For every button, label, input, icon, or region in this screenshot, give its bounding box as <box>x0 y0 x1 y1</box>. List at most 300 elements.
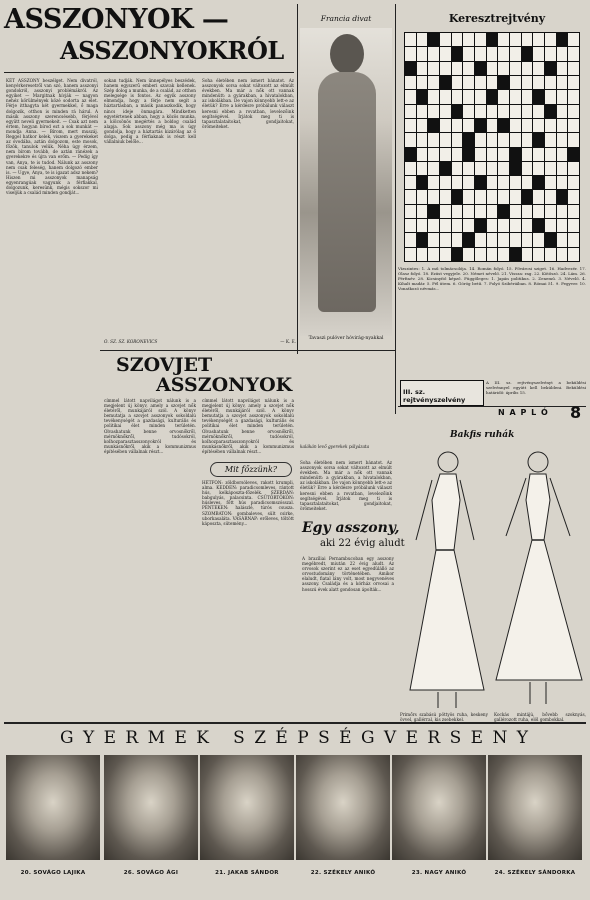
crossword-cell[interactable] <box>533 47 544 60</box>
crossword-cell[interactable] <box>568 133 579 146</box>
crossword-black-cell <box>452 47 463 60</box>
crossword-cell[interactable] <box>440 248 451 261</box>
crossword-cell[interactable] <box>533 248 544 261</box>
crossword-cell[interactable] <box>568 76 579 89</box>
article-signature: Ő. SZ. SZ. KORONEVICS <box>104 339 158 344</box>
main-title-line2: ASSZONYOKRÓL <box>60 36 284 65</box>
crossword-cell[interactable] <box>545 133 556 146</box>
crossword-black-cell <box>475 119 486 132</box>
contest-heading: G Y E R M E K S Z É P S É G V E R S E N Y <box>60 728 530 748</box>
dress-illustration-right <box>492 440 586 710</box>
crossword-cell[interactable] <box>417 162 428 175</box>
crossword-cell[interactable] <box>452 233 463 246</box>
crossword-cell[interactable] <box>510 190 521 203</box>
crossword-cell[interactable] <box>475 90 486 103</box>
side-note: kalákán levő gyerekek pályázata <box>300 444 370 449</box>
crossword-cell[interactable] <box>428 47 439 60</box>
cook-body: HÉTFŐN: zöldborsóleves, rakott krumpli, alma. KEDDEN: paradicsomleves, rántott hús, kelkáposzta-főzelék. SZERDÁN: babgulyás, palacsinta. CSÜTÖRTÖKÖN: húsleves, főtt hús paradicsomszósszal. PÉNTEKEN: halászlé, túrós csusza. SZOMBATON: gombaleves, sült csirke, uborkasaláta. VASÁRNAP: erőleves, töltött káposzta, sütemény... <box>202 480 294 526</box>
crossword-cell[interactable] <box>463 62 474 75</box>
crossword-cell[interactable] <box>428 76 439 89</box>
crossword-cell[interactable] <box>487 105 498 118</box>
crossword-cell[interactable] <box>557 219 568 232</box>
crossword-black-cell <box>475 62 486 75</box>
crossword-cell[interactable] <box>568 62 579 75</box>
crossword-cell[interactable] <box>522 162 533 175</box>
crossword-cell[interactable] <box>417 119 428 132</box>
main-article-body-col3: Soha életében nem ismert bánatot. Az asszonyok sorsa sokat változott az elmúlt években. Ma már a nők ott vannak mindenütt: a gyárakban, a hivatalokban, az iskolákban. De vajon könnyebb lett-e az életük? Erre a kérdésre próbálunk választ keresni ebben a rovatban, levelezőink segítségével. Írjátok meg ti is tapasztalataitokat, gondjaitokat, örömeiteket. <box>202 78 294 129</box>
crossword-cell[interactable] <box>417 33 428 46</box>
fashion-photo <box>300 28 392 336</box>
crossword-cell[interactable] <box>417 76 428 89</box>
crossword-cell[interactable] <box>428 105 439 118</box>
sleeper-title-line2: aki 22 évig aludt <box>320 538 405 549</box>
crossword-cell[interactable] <box>463 162 474 175</box>
crossword-cell[interactable] <box>475 233 486 246</box>
crossword-cell[interactable] <box>440 62 451 75</box>
crossword-cell[interactable] <box>568 162 579 175</box>
crossword-cell[interactable] <box>522 219 533 232</box>
crossword-cell[interactable] <box>522 233 533 246</box>
crossword-cell[interactable] <box>463 47 474 60</box>
crossword-cell[interactable] <box>510 47 521 60</box>
crossword-black-cell <box>428 119 439 132</box>
crossword-black-cell <box>498 119 509 132</box>
crossword-cell[interactable] <box>452 62 463 75</box>
crossword-black-cell <box>405 148 416 161</box>
fashion-heading: Francia divat <box>320 14 372 23</box>
crossword-cell[interactable] <box>440 190 451 203</box>
crossword-cell[interactable] <box>498 148 509 161</box>
crossword-cell[interactable] <box>498 248 509 261</box>
crossword-cell[interactable] <box>487 205 498 218</box>
crossword-cell[interactable] <box>510 76 521 89</box>
crossword-cell[interactable] <box>557 76 568 89</box>
crossword-cell[interactable] <box>498 162 509 175</box>
child-caption: 23. NAGY ANIKÓ <box>411 870 467 876</box>
crossword-cell[interactable] <box>522 176 533 189</box>
crossword-cell[interactable] <box>428 219 439 232</box>
crossword-cell[interactable] <box>568 90 579 103</box>
crossword-cell[interactable] <box>417 148 428 161</box>
crossword-black-cell <box>533 133 544 146</box>
coupon-box <box>400 380 484 406</box>
crossword-black-cell <box>568 148 579 161</box>
crossword-cell[interactable] <box>463 90 474 103</box>
crossword-cell[interactable] <box>568 205 579 218</box>
crossword-cell[interactable] <box>463 33 474 46</box>
crossword-cell[interactable] <box>545 76 556 89</box>
vert-rule-2 <box>395 4 396 414</box>
crossword-cell[interactable] <box>463 205 474 218</box>
sov-title-line1: SZOVJET <box>116 354 213 376</box>
crossword-cell[interactable] <box>510 205 521 218</box>
crossword-cell[interactable] <box>440 176 451 189</box>
crossword-cell[interactable] <box>452 76 463 89</box>
crossword-cell[interactable] <box>533 190 544 203</box>
crossword-black-cell <box>487 90 498 103</box>
child-portrait <box>488 755 582 860</box>
naplo-number: 8 <box>570 403 582 422</box>
crossword-cell[interactable] <box>463 76 474 89</box>
crossword-cell[interactable] <box>568 248 579 261</box>
crossword-black-cell <box>452 105 463 118</box>
main-title-line1: ASSZONYOK — <box>4 4 229 35</box>
crossword-black-cell <box>533 219 544 232</box>
crossword-cell[interactable] <box>522 33 533 46</box>
crossword-black-cell <box>440 162 451 175</box>
crossword-cell[interactable] <box>405 248 416 261</box>
crossword-cell[interactable] <box>405 219 416 232</box>
crossword-cell[interactable] <box>557 233 568 246</box>
crossword-grid <box>404 32 580 262</box>
model-figure <box>330 34 364 74</box>
crossword-cell[interactable] <box>405 133 416 146</box>
crossword-cell[interactable] <box>522 248 533 261</box>
crossword-black-cell <box>417 90 428 103</box>
crossword-cell[interactable] <box>510 62 521 75</box>
crossword-heading: Keresztrejtvény <box>448 12 546 25</box>
crossword-cell[interactable] <box>522 205 533 218</box>
crossword-cell[interactable] <box>510 176 521 189</box>
crossword-cell[interactable] <box>533 62 544 75</box>
crossword-cell[interactable] <box>440 133 451 146</box>
crossword-cell[interactable] <box>487 162 498 175</box>
sov-body-col1: címmel látott napvilágot nálunk is a megjelent új könyv, amely a szovjet nők életéről, munkájáról szól. A könyv bemutatja a szovjet asszonyok sokoldalú tevékenységét a gazdasági, kulturális és politikai élet minden területén. Olvashatunk benne orvosnőkről, mérnöknőkről, tudósokról, kolhozparasztasszonyokról és munkásnőkről, akik a kommunizmus építésében vállalnak részt... <box>104 398 196 454</box>
crossword-cell[interactable] <box>405 190 416 203</box>
crossword-cell[interactable] <box>428 90 439 103</box>
crossword-black-cell <box>533 176 544 189</box>
crossword-cell[interactable] <box>545 162 556 175</box>
child-photo-1 <box>6 755 100 876</box>
crossword-cell[interactable] <box>463 105 474 118</box>
crossword-cell[interactable] <box>440 90 451 103</box>
crossword-solution-note: A III. sz. rejtvényszelvényt a beküldési szelvénnyel együtt kell beküldeni. Beküldési határidő: április 15. <box>486 380 586 396</box>
crossword-cell[interactable] <box>487 219 498 232</box>
crossword-black-cell <box>452 190 463 203</box>
crossword-cell[interactable] <box>510 133 521 146</box>
crossword-cell[interactable] <box>533 119 544 132</box>
crossword-cell[interactable] <box>405 76 416 89</box>
crossword-cell[interactable] <box>510 233 521 246</box>
crossword-cell[interactable] <box>475 133 486 146</box>
child-caption: 26. SOVÁGO ÁGI <box>123 870 179 876</box>
crossword-cell[interactable] <box>428 248 439 261</box>
crossword-black-cell <box>510 148 521 161</box>
crossword-cell[interactable] <box>545 119 556 132</box>
crossword-cell[interactable] <box>428 148 439 161</box>
crossword-cell[interactable] <box>452 176 463 189</box>
crossword-black-cell <box>522 190 533 203</box>
crossword-cell[interactable] <box>545 219 556 232</box>
crossword-cell[interactable] <box>533 105 544 118</box>
crossword-cell[interactable] <box>510 33 521 46</box>
crossword-cell[interactable] <box>417 190 428 203</box>
crossword-cell[interactable] <box>440 105 451 118</box>
main-article-body-col2: sokan tudják. Nem ünnepélyes beszédek, hanem egyszerű emberi szavak kellenek. Szép dolog a munka, de a család, az otthon melegsége is fontos. Az egyik asszony elmondja, hogy a férje nem segít a háztartásban, a másik panaszkodik, hogy nincs ideje önmagára. Mindketten egyetértenek abban, hogy a közös munka, a kölcsönös megértés a boldog család alapja. Sok asszony még ma is úgy gondolja, hogy a háztartás kizárólag az ő dolga, pedig a férfiaknak is részt kell vállalniuk belőle... <box>104 78 196 145</box>
title-rule <box>4 72 294 73</box>
crossword-cell[interactable] <box>545 190 556 203</box>
crossword-cell[interactable] <box>557 47 568 60</box>
crossword-cell[interactable] <box>498 90 509 103</box>
crossword-cell[interactable] <box>557 62 568 75</box>
crossword-cell[interactable] <box>475 248 486 261</box>
child-caption: 20. SOVÁGO LAJIKA <box>20 870 86 876</box>
child-portrait <box>104 755 198 860</box>
naplo-label: N A P L Ó <box>498 408 549 417</box>
crossword-cell[interactable] <box>405 33 416 46</box>
crossword-cell[interactable] <box>522 90 533 103</box>
crossword-cell[interactable] <box>405 176 416 189</box>
crossword-cell[interactable] <box>498 47 509 60</box>
crossword-cell[interactable] <box>557 105 568 118</box>
crossword-cell[interactable] <box>522 62 533 75</box>
primo-caption: Primőrs szabású pöttyös ruha, keskeny övvel, gallérral, kis zsebekkel. <box>400 712 488 723</box>
naplo-rule-top <box>398 406 586 407</box>
cook-heading: Mit főzzünk? <box>210 462 292 477</box>
child-caption: 24. SZÉKELY SÁNDORKA <box>494 870 576 876</box>
crossword-cell[interactable] <box>557 90 568 103</box>
main-article-body: KÉT ASSZONY beszélget. Nem divatról, kenyérkeresetről van szó, hanem asszonyi gondokról, asszonyi problémákról. Az egyiket — Margitnak hívják — nagyon nehéz körülmények közé sodorta az élet. Férje itthagyta két gyermekkel, ő maga dolgozik, otthon is minden rá hárul. A másik asszony szerencsésebb, férjével együtt neveli gyermekeit. — Csak azt nem értem, hogyan bírod ezt a sok munkát — mondja Anna. — Bírom, mert muszáj. Reggel hatkor kelek, viszem a gyerekeket az óvodába, aztán dolgozom, este mosok, főzök, tanulok velük. Néha úgy érzem, nem bírom tovább, de aztán ránézek a gyerekekre és újra van erőm. — Pedig így van, Anya, te is tudod. Nálunk az asszony nem csak feleség, hanem dolgozó ember is. — Ugye, Anya, te is igazat adsz nekem? Hiszen mi asszonyok manapság egyenrangúak vagyunk a férfiakkal, dolgozunk, keresünk, mégis sokszor mi viseljük a család minden gondját... <box>6 78 98 196</box>
crossword-cell[interactable] <box>533 205 544 218</box>
fashion-caption: Tavaszi pulóver hóvirág-nyakkal <box>308 336 384 341</box>
crossword-black-cell <box>405 62 416 75</box>
crossword-cell[interactable] <box>533 233 544 246</box>
article-signature-2: — K. E. <box>280 339 296 344</box>
crossword-cell[interactable] <box>533 162 544 175</box>
crossword-cell[interactable] <box>533 148 544 161</box>
crossword-black-cell <box>463 233 474 246</box>
crossword-cell[interactable] <box>405 205 416 218</box>
crossword-cell[interactable] <box>405 233 416 246</box>
child-photo-4 <box>296 755 390 876</box>
crossword-cell[interactable] <box>498 190 509 203</box>
crossword-cell[interactable] <box>452 119 463 132</box>
crossword-cell[interactable] <box>417 219 428 232</box>
crossword-cell[interactable] <box>452 133 463 146</box>
crossword-black-cell <box>428 205 439 218</box>
crossword-cell[interactable] <box>428 62 439 75</box>
crossword-cell[interactable] <box>475 190 486 203</box>
crossword-black-cell <box>440 76 451 89</box>
crossword-cell[interactable] <box>440 205 451 218</box>
crossword-cell[interactable] <box>557 119 568 132</box>
crossword-cell[interactable] <box>568 105 579 118</box>
crossword-cell[interactable] <box>487 133 498 146</box>
crossword-cell[interactable] <box>498 219 509 232</box>
crossword-cell[interactable] <box>475 33 486 46</box>
child-photo-3 <box>200 755 294 876</box>
crossword-cell[interactable] <box>545 205 556 218</box>
crossword-black-cell <box>557 33 568 46</box>
crossword-cell[interactable] <box>545 47 556 60</box>
crossword-black-cell <box>545 105 556 118</box>
crossword-cell[interactable] <box>417 205 428 218</box>
crossword-cell[interactable] <box>545 33 556 46</box>
crossword-cell[interactable] <box>405 47 416 60</box>
crossword-black-cell <box>510 162 521 175</box>
crossword-cell[interactable] <box>568 219 579 232</box>
crossword-cell[interactable] <box>557 148 568 161</box>
crossword-cell[interactable] <box>417 47 428 60</box>
crossword-cell[interactable] <box>452 219 463 232</box>
crossword-cell[interactable] <box>452 33 463 46</box>
crossword-cell[interactable] <box>417 105 428 118</box>
crossword-cell[interactable] <box>428 162 439 175</box>
crossword-cell[interactable] <box>568 176 579 189</box>
crossword-cell[interactable] <box>440 148 451 161</box>
crossword-cell[interactable] <box>475 148 486 161</box>
crossword-cell[interactable] <box>533 76 544 89</box>
crossword-cell[interactable] <box>487 76 498 89</box>
crossword-cell[interactable] <box>463 176 474 189</box>
crossword-black-cell <box>417 176 428 189</box>
crossword-black-cell <box>498 205 509 218</box>
crossword-black-cell <box>463 133 474 146</box>
crossword-black-cell <box>557 190 568 203</box>
sov-body-col2: címmel látott napvilágot nálunk is a megjelent új könyv, amely a szovjet nők életéről, munkájáról szól. A könyv bemutatja a szovjet asszonyok sokoldalú tevékenységét a gazdasági, kulturális és politikai élet minden területén. Olvashatunk benne orvosnőkről, mérnöknőkről, tudósokról, kolhozparasztasszonyokról és munkásnőkről, akik a kommunizmus építésében vállalnak részt... <box>202 398 294 454</box>
crossword-black-cell <box>452 248 463 261</box>
sleeper-intro: Soha életében nem ismert bánatot. Az asszonyok sorsa sokat változott az elmúlt években. Ma már a nők ott vannak mindenütt: a gyárakban, a hivatalokban, az iskolákban. De vajon könnyebb lett-e az életük? Erre a kérdésre próbálunk választ keresni ebben a rovatban, levelezőink segítségével. Írjátok meg ti is tapasztalataitokat, gondjaitokat, örömeiteket. <box>300 460 392 511</box>
crossword-cell[interactable] <box>522 148 533 161</box>
child-portrait <box>200 755 294 860</box>
crossword-cell[interactable] <box>557 133 568 146</box>
crossword-cell[interactable] <box>498 105 509 118</box>
crossword-clues: Vízszintes: 1. A mű tolmácsolója. 14. Román folyó. 15. Fővárosi sziget. 16. Hadvezér. 17. Olasz folyó. 18. Ezüst vegyjele. 20. Német névelő. 21. Vissza: rag. 22. Kötőszó. 24. Lám. 26. Férfinév. 28. Kicsinyítő képző. Függőleges: 1. Japán politikus. 2. Zenemű. 3. Névelő. 4. Kihalt madár. 5. Fél ütem. 6. Görög betű. 7. Folyó Szibériában. 8. Római 51. 9. Fegyver. 10. Vonatkozó névmás... <box>398 266 586 292</box>
crossword-cell[interactable] <box>475 162 486 175</box>
crossword-cell[interactable] <box>522 105 533 118</box>
crossword-cell[interactable] <box>522 119 533 132</box>
crossword-cell[interactable] <box>487 248 498 261</box>
crossword-cell[interactable] <box>557 162 568 175</box>
crossword-cell[interactable] <box>405 119 416 132</box>
crossword-cell[interactable] <box>498 33 509 46</box>
child-photo-5 <box>392 755 486 876</box>
crossword-cell[interactable] <box>557 176 568 189</box>
crossword-cell[interactable] <box>475 47 486 60</box>
crossword-black-cell <box>428 33 439 46</box>
crossword-cell[interactable] <box>557 248 568 261</box>
crossword-cell[interactable] <box>487 176 498 189</box>
crossword-cell[interactable] <box>568 119 579 132</box>
crossword-cell[interactable] <box>487 190 498 203</box>
crossword-cell[interactable] <box>510 119 521 132</box>
crossword-cell[interactable] <box>452 90 463 103</box>
crossword-cell[interactable] <box>463 119 474 132</box>
crossword-cell[interactable] <box>487 62 498 75</box>
child-portrait <box>6 755 100 860</box>
crossword-cell[interactable] <box>440 233 451 246</box>
crossword-black-cell <box>463 148 474 161</box>
crossword-cell[interactable] <box>487 148 498 161</box>
child-photo-6 <box>488 755 582 876</box>
crossword-cell[interactable] <box>522 76 533 89</box>
crossword-cell[interactable] <box>452 162 463 175</box>
crossword-cell[interactable] <box>568 47 579 60</box>
crossword-black-cell <box>533 90 544 103</box>
crossword-cell[interactable] <box>463 190 474 203</box>
crossword-cell[interactable] <box>487 233 498 246</box>
contest-rule-top <box>4 722 586 724</box>
crossword-cell[interactable] <box>545 148 556 161</box>
crossword-cell[interactable] <box>428 176 439 189</box>
crossword-cell[interactable] <box>428 190 439 203</box>
bakfis-heading: Bakfis ruhák <box>450 430 515 440</box>
child-caption: 21. JAKAB SÁNDOR <box>215 870 279 876</box>
coupon-label: III. sz. rejtvényszelvény <box>403 388 466 404</box>
child-photo-2 <box>104 755 198 876</box>
crossword-cell[interactable] <box>475 76 486 89</box>
crossword-black-cell <box>475 219 486 232</box>
crossword-cell[interactable] <box>568 33 579 46</box>
crossword-cell[interactable] <box>475 105 486 118</box>
crossword-cell[interactable] <box>568 233 579 246</box>
crossword-cell[interactable] <box>487 119 498 132</box>
crossword-cell[interactable] <box>498 133 509 146</box>
crossword-black-cell <box>545 62 556 75</box>
dress-illustration-left <box>400 440 490 710</box>
crossword-cell[interactable] <box>405 105 416 118</box>
crossword-cell[interactable] <box>417 133 428 146</box>
crossword-cell[interactable] <box>475 205 486 218</box>
crossword-cell[interactable] <box>463 248 474 261</box>
crossword-cell[interactable] <box>498 233 509 246</box>
crossword-black-cell <box>545 233 556 246</box>
crossword-cell[interactable] <box>440 219 451 232</box>
sleeper-title-line1: Egy asszony, <box>302 520 400 536</box>
child-portrait <box>296 755 390 860</box>
crossword-cell[interactable] <box>417 248 428 261</box>
crossword-cell[interactable] <box>522 133 533 146</box>
child-caption: 22. SZÉKELY ANIKÓ <box>310 870 376 876</box>
crossword-cell[interactable] <box>498 176 509 189</box>
crossword-cell[interactable] <box>452 148 463 161</box>
sleeper-body: A brazíliai Pernambucoban egy asszony megébredt, miután 22 évig aludt. Az orvosok szerint ez az eset egyedülálló az orvostudomány történetében. Amikor elaludt, fiatal lány volt, most negyvenéves asszony. Családja és a kórház orvosai a hosszú évek alatt gondosan ápolták... <box>302 556 394 592</box>
crossword-cell[interactable] <box>428 133 439 146</box>
crossword-cell[interactable] <box>440 33 451 46</box>
crossword-cell[interactable] <box>510 90 521 103</box>
right-bottom-caption: Kockás mintájú, bővebb szoknyás, gallérozott ruha, elöl gombokkal. <box>494 712 586 723</box>
child-portrait <box>392 755 486 860</box>
crossword-black-cell <box>498 76 509 89</box>
crossword-cell[interactable] <box>417 62 428 75</box>
cook-box <box>200 460 296 720</box>
crossword-cell[interactable] <box>440 119 451 132</box>
crossword-black-cell <box>487 33 498 46</box>
crossword-cell[interactable] <box>452 205 463 218</box>
crossword-cell[interactable] <box>405 162 416 175</box>
crossword-cell[interactable] <box>510 105 521 118</box>
crossword-cell[interactable] <box>405 90 416 103</box>
crossword-black-cell <box>417 233 428 246</box>
crossword-cell[interactable] <box>510 219 521 232</box>
crossword-cell[interactable] <box>440 47 451 60</box>
crossword-cell[interactable] <box>463 219 474 232</box>
crossword-cell[interactable] <box>545 176 556 189</box>
crossword-cell[interactable] <box>487 47 498 60</box>
crossword-cell[interactable] <box>428 233 439 246</box>
crossword-cell[interactable] <box>533 33 544 46</box>
crossword-cell[interactable] <box>557 205 568 218</box>
crossword-black-cell <box>522 47 533 60</box>
sov-title-line2: ASSZONYOK <box>156 374 293 396</box>
model-body <box>318 72 376 312</box>
crossword-cell[interactable] <box>498 62 509 75</box>
crossword-cell[interactable] <box>568 190 579 203</box>
sov-rule-top <box>100 350 396 351</box>
crossword-cell[interactable] <box>545 248 556 261</box>
crossword-black-cell <box>475 176 486 189</box>
crossword-cell[interactable] <box>545 90 556 103</box>
